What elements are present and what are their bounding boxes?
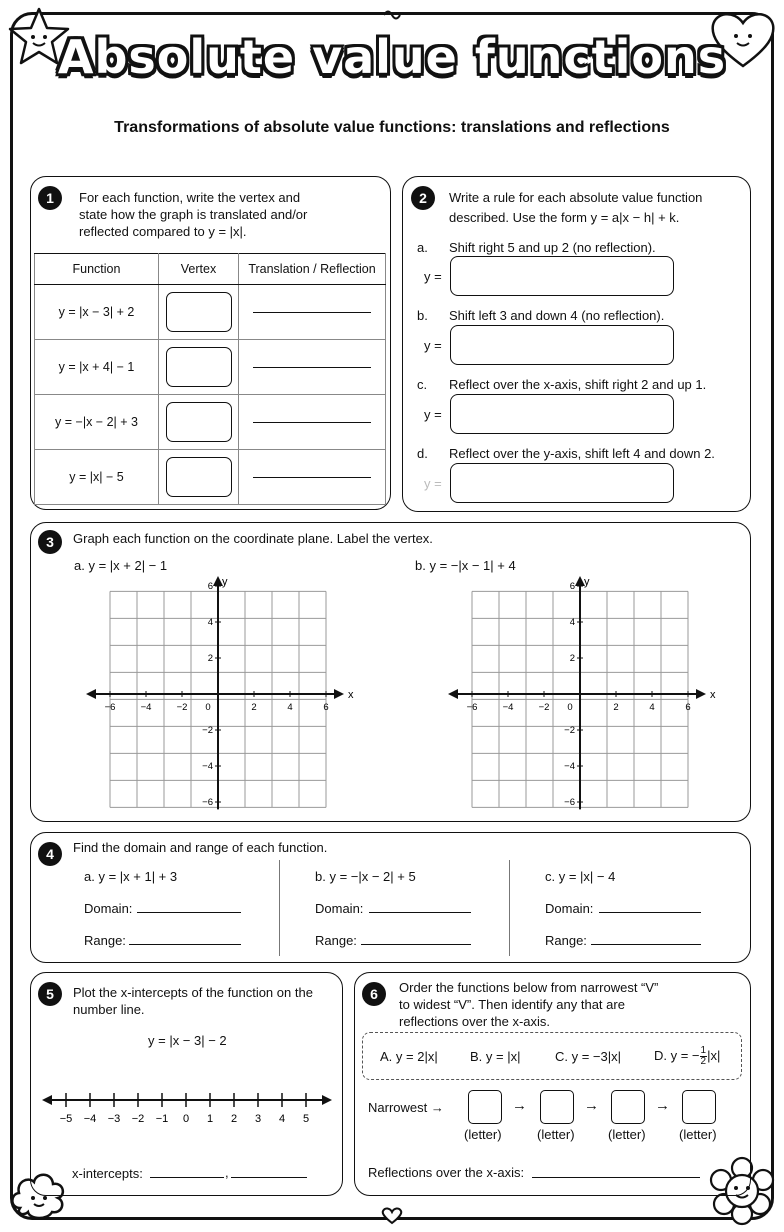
table-row [35,340,386,395]
q2-item-letter: a. [417,240,428,255]
option-d-prefix: D. y = − [654,1048,700,1063]
q5-instruction-line: number line. [73,1002,145,1017]
x-axis-label: x [348,689,354,701]
q6-instruction-line: to widest “V”. Then identify any that are [399,997,625,1012]
graph-b-label: b. y = −|x − 1| + 4 [415,558,516,573]
vertex-answer-box[interactable] [166,402,232,442]
reflections-answer-line[interactable] [532,1177,700,1178]
x-tick-label: −4 [502,702,514,713]
range-label: Range: [545,933,587,948]
q6-instruction-line: Order the functions below from narrowest “V” [399,980,659,995]
comma: , [225,1165,229,1180]
q4-function: b. y = −|x − 2| + 5 [315,869,416,884]
number-line-tick-label: 0 [182,1113,190,1125]
option-b: B. y = |x| [470,1049,521,1064]
q2-item-text: Shift right 5 and up 2 (no reflection). [449,240,656,255]
column-divider [279,860,280,956]
section-1-number: 1 [38,186,62,210]
table-row [35,395,386,450]
section-5-number: 5 [38,982,62,1006]
order-answer-box[interactable] [540,1090,574,1124]
vertex-answer-box[interactable] [166,292,232,332]
number-line-tick-label: 5 [302,1113,310,1125]
number-line-tick-label: −3 [107,1113,121,1125]
number-line-tick-label: −1 [155,1113,169,1125]
y-tick-label: −6 [564,797,575,808]
intercept-answer-line[interactable] [150,1177,224,1178]
table-header: Function [35,254,159,285]
range-answer-line[interactable] [361,944,471,945]
answer-label: y = [424,338,442,353]
x-tick-label: 2 [613,702,619,713]
q6-instruction-line: reflections over the x-axis. [399,1014,551,1029]
function-cell: y = |x − 3| + 2 [35,285,159,340]
x-tick-label: 2 [251,702,257,713]
x-tick-label: 0 [567,702,573,713]
option-d-tail: |x| [707,1048,721,1063]
q2-item-letter: c. [417,377,428,392]
q5-instruction-line: Plot the x-intercepts of the function on the [73,985,313,1000]
translation-answer-line[interactable] [253,312,371,313]
y-axis-label: y [584,576,590,588]
x-axis-label: x [710,689,716,701]
q4-function: c. y = |x| − 4 [545,869,616,884]
q2-instruction-line: Write a rule for each absolute value function [449,190,703,205]
q1-instruction-line: reflected compared to y = |x|. [79,224,247,239]
q4-instruction: Find the domain and range of each function. [73,840,328,855]
option-d [654,1042,720,1070]
q2-item-text: Reflect over the y-axis, shift left 4 and down 2. [449,446,715,461]
q4-function: a. y = |x + 1| + 3 [84,869,178,884]
y-tick-label: 4 [207,617,213,628]
letter-caption: (letter) [464,1127,502,1142]
page-title: Absolute value functions [57,30,727,84]
letter-caption: (letter) [679,1127,717,1142]
q2-instruction-line: described. Use the form y = a|x − h| + k. [449,210,680,225]
column-divider [509,860,510,956]
x-tick-label: −6 [466,702,478,713]
arrow-icon: → [655,1097,670,1114]
y-tick-label: −4 [202,761,213,772]
order-answer-box[interactable] [611,1090,645,1124]
y-axis-label: y [222,576,228,588]
function-cell: y = |x + 4| − 1 [35,340,159,395]
function-cell: y = −|x − 2| + 3 [35,395,159,450]
vertex-answer-box[interactable] [166,457,232,497]
section-2-number: 2 [411,186,435,210]
x-axis-arrow-icon [696,689,706,699]
domain-label: Domain: [545,901,594,916]
table-header: Vertex [159,254,239,285]
q1-instruction-line: state how the graph is translated and/or [79,207,308,222]
order-answer-box[interactable] [682,1090,716,1124]
q2-item-letter: d. [417,446,428,461]
number-line-tick-label: −4 [83,1113,97,1125]
number-line-tick-label: 2 [230,1113,238,1125]
y-tick-label: 2 [207,653,213,664]
x-tick-label: −4 [140,702,152,713]
table-header: Translation / Reflection [239,254,386,285]
q3-instruction: Graph each function on the coordinate plane. Label the vertex. [73,531,433,546]
answer-label: y = [424,269,442,284]
q1-instruction-line: For each function, write the vertex and [79,190,301,205]
narrowest-label: Narrowest → [368,1100,444,1115]
x-tick-label: 0 [205,702,211,713]
translation-answer-line[interactable] [253,477,371,478]
top-ornament-icon [380,8,404,22]
rule-answer-box[interactable] [450,394,674,434]
number-line-tick-label: 1 [206,1113,214,1125]
page-subtitle: Transformations of absolute value functions: translations and reflections [114,119,670,136]
number-line-arrow-icon [42,1095,52,1105]
letter-caption: (letter) [537,1127,575,1142]
arrow-icon: → [512,1097,527,1114]
domain-label: Domain: [315,901,364,916]
y-tick-label: 6 [569,581,575,592]
range-label: Range: [315,933,357,948]
x-axis-arrow-icon [334,689,344,699]
coordinate-plane-a[interactable] [84,574,354,818]
fraction-denominator: 2 [700,1056,707,1068]
x-axis-arrow-icon [448,689,458,699]
fraction-numerator: 1 [700,1045,707,1057]
x-tick-label: −6 [104,702,116,713]
q2-item-text: Shift left 3 and down 4 (no reflection). [449,308,665,323]
answer-label: y = [424,407,442,422]
y-tick-label: 6 [207,581,213,592]
number-line-tick-label: 4 [278,1113,286,1125]
q5-function: y = |x − 3| − 2 [148,1033,227,1048]
graph-a-label: a. y = |x + 2| − 1 [74,558,168,573]
number-line-tick-label: −5 [59,1113,73,1125]
domain-answer-line[interactable] [369,912,471,913]
table-row [35,450,386,505]
vertex-answer-box[interactable] [166,347,232,387]
table-row [35,285,386,340]
fraction [700,1046,708,1067]
domain-answer-line[interactable] [137,912,241,913]
q2-item-text: Reflect over the x-axis, shift right 2 and up 1. [449,377,707,392]
function-table [34,253,386,505]
number-line-arrow-icon [322,1095,332,1105]
range-answer-line[interactable] [129,944,241,945]
bottom-heart-icon [381,1207,403,1225]
translation-answer-line[interactable] [253,422,371,423]
reflections-label: Reflections over the x-axis: [368,1165,525,1180]
y-tick-label: −4 [564,761,575,772]
option-c: C. y = −3|x| [555,1049,622,1064]
domain-answer-line[interactable] [599,912,701,913]
x-tick-label: −2 [538,702,550,713]
arrow-icon: → [584,1097,599,1114]
function-cell: y = |x| − 5 [35,450,159,505]
section-3-number: 3 [38,530,62,554]
y-tick-label: −2 [202,725,213,736]
x-tick-label: 4 [287,702,293,713]
section-4-number: 4 [38,842,62,866]
rule-answer-box[interactable] [450,463,674,503]
domain-label: Domain: [84,901,133,916]
number-line[interactable] [40,1086,334,1126]
section-6-number: 6 [362,982,386,1006]
x-tick-label: 6 [685,702,691,713]
rule-answer-box[interactable] [450,325,674,365]
coordinate-plane-b[interactable] [446,574,716,818]
answer-label: y = [424,476,442,491]
option-a: A. y = 2|x| [380,1049,438,1064]
x-tick-label: 6 [323,702,329,713]
order-answer-box[interactable] [468,1090,502,1124]
intercept-answer-line[interactable] [231,1177,307,1178]
y-tick-label: −2 [564,725,575,736]
x-axis-arrow-icon [86,689,96,699]
x-tick-label: −2 [176,702,188,713]
y-tick-label: 4 [569,617,575,628]
x-intercepts-label: x-intercepts: [72,1166,143,1181]
range-answer-line[interactable] [591,944,701,945]
x-tick-label: 4 [649,702,655,713]
q2-item-letter: b. [417,308,428,323]
translation-answer-line[interactable] [253,367,371,368]
number-line-tick-label: −2 [131,1113,145,1125]
y-tick-label: 2 [569,653,575,664]
number-line-tick-label: 3 [254,1113,262,1125]
y-tick-label: −6 [202,797,213,808]
letter-caption: (letter) [608,1127,646,1142]
rule-answer-box[interactable] [450,256,674,296]
range-label: Range: [84,933,126,948]
